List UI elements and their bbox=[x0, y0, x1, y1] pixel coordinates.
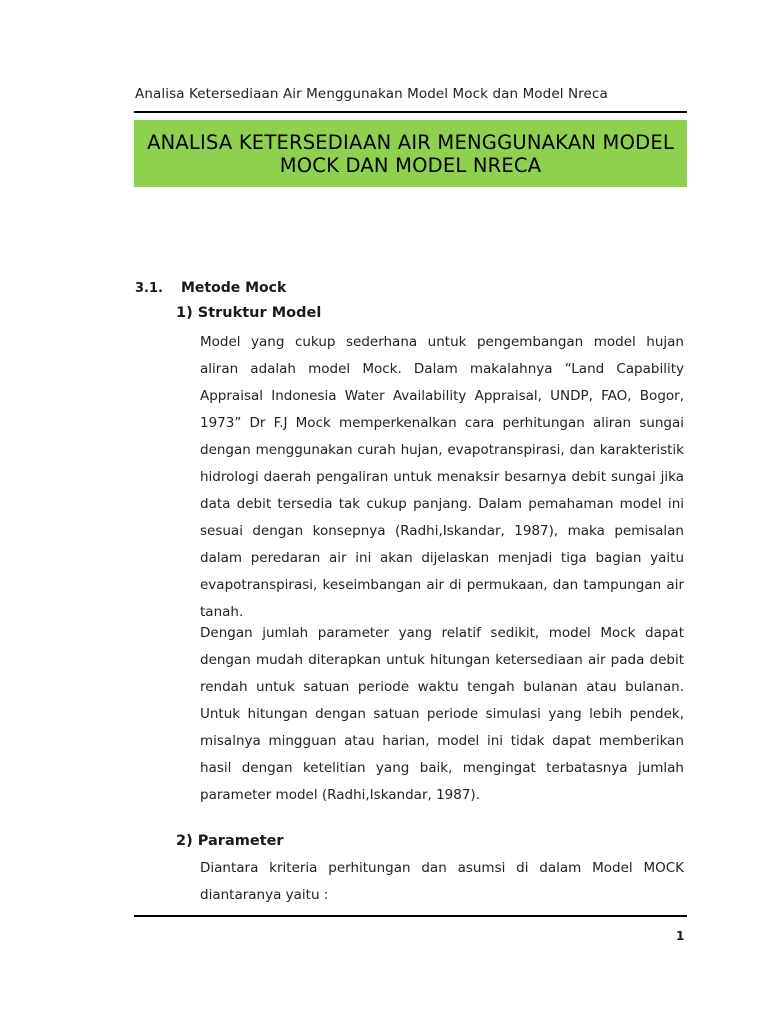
paragraph-parameter-1 bbox=[200, 855, 684, 909]
running-header: Analisa Ketersediaan Air Menggunakan Model Mock dan Model Nreca bbox=[135, 86, 608, 102]
text-line: dengan mudah diterapkan untuk hitungan ketersediaan air pada debit bbox=[200, 652, 684, 668]
footer-divider bbox=[134, 915, 687, 917]
title-line-2: MOCK DAN MODEL NRECA bbox=[279, 153, 542, 177]
text-line: parameter model (Radhi,Iskandar, 1987). bbox=[200, 787, 480, 803]
text-line: sesuai dengan konsepnya (Radhi,Iskandar, 1987), maka pemisalan bbox=[200, 523, 684, 539]
text-line: Diantara kriteria perhitungan dan asumsi di dalam Model MOCK bbox=[200, 860, 684, 876]
text-line: hasil dengan ketelitian yang baik, mengingat terbatasnya jumlah bbox=[200, 760, 684, 776]
paragraph-struktur-model-1 bbox=[200, 329, 684, 626]
text-line: rendah untuk satuan periode waktu tengah bulanan atau bulanan. bbox=[200, 679, 684, 695]
title-line-1: ANALISA KETERSEDIAAN AIR MENGGUNAKAN MODEL bbox=[147, 130, 674, 154]
text-line: diantaranya yaitu : bbox=[200, 887, 329, 903]
text-line: hidrologi daerah pengaliran untuk menaksir besarnya debit sungai jika bbox=[200, 469, 684, 485]
text-line: 1973” Dr F.J Mock memperkenalkan cara perhitungan aliran sungai bbox=[200, 415, 684, 431]
text-line: Untuk hitungan dengan satuan periode simulasi yang lebih pendek, bbox=[200, 706, 684, 722]
header-divider bbox=[134, 111, 687, 113]
section-title: Metode Mock bbox=[181, 280, 287, 296]
text-line: dalam peredaran air ini akan dijelaskan menjadi tiga bagian yaitu bbox=[200, 550, 684, 566]
text-line: Model yang cukup sederhana untuk pengembangan model hujan bbox=[200, 334, 684, 350]
subsection-heading-struktur-model: 1) Struktur Model bbox=[176, 305, 322, 321]
text-line: evapotranspirasi, keseimbangan air di permukaan, dan tampungan air bbox=[200, 577, 684, 593]
text-line: misalnya mingguan atau harian, model ini tidak dapat memberikan bbox=[200, 733, 684, 749]
text-line: Dengan jumlah parameter yang relatif sedikit, model Mock dapat bbox=[200, 625, 684, 641]
page-number: 1 bbox=[676, 929, 685, 943]
text-line: dengan menggunakan curah hujan, evapotranspirasi, dan karakteristik bbox=[200, 442, 684, 458]
section-number: 3.1. bbox=[135, 281, 163, 296]
title-banner bbox=[134, 120, 687, 187]
text-line: tanah. bbox=[200, 604, 244, 620]
text-line: Appraisal Indonesia Water Availability Appraisal, UNDP, FAO, Bogor, bbox=[200, 388, 684, 404]
text-line: data debit tersedia tak cukup panjang. Dalam pemahaman model ini bbox=[200, 496, 684, 512]
text-line: aliran adalah model Mock. Dalam makalahnya “Land Capability bbox=[200, 361, 684, 377]
subsection-heading-parameter: 2) Parameter bbox=[176, 833, 284, 849]
paragraph-struktur-model-2 bbox=[200, 620, 684, 809]
